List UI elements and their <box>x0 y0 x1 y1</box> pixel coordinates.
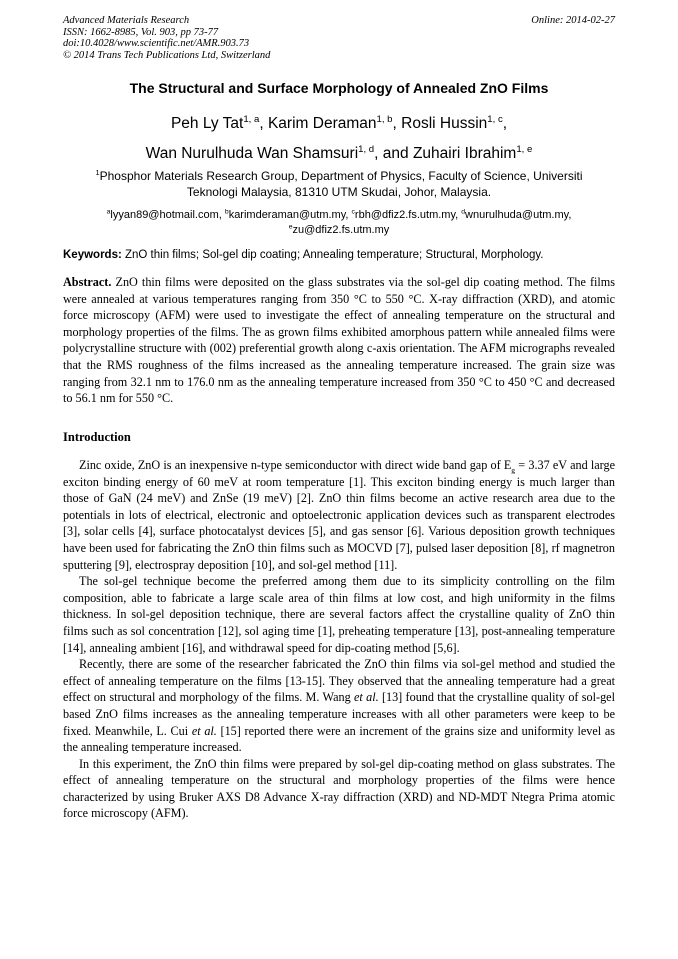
author-name: Peh Ly Tat <box>170 115 244 132</box>
author-name: Zuhairi Ibrahim <box>412 145 517 162</box>
journal-name: Advanced Materials Research <box>63 15 190 26</box>
introduction-body <box>63 457 615 822</box>
email-link[interactable]: lyyan89@hotmail.com, <box>110 209 222 221</box>
affiliation-line-2: Teknologi Malaysia, 81310 UTM Skudai, Johor, Malaysia. <box>186 185 492 199</box>
email-link[interactable]: karimderaman@utm.my, <box>228 209 349 221</box>
author-conjunction: and <box>382 145 409 162</box>
journal-copyright: © 2014 Trans Tech Publications Ltd, Switzerland <box>63 49 271 61</box>
keywords-text: ZnO thin films; Sol-gel dip coating; Annealing temperature; Structural, Morphology. <box>125 249 544 261</box>
author-superscript: 1, d <box>358 143 375 155</box>
author-line-2: Wan Nurulhuda Wan Shamsuri$^{1, d}$, and Zuhairi Ibrahim$^{1, e}$ <box>145 143 533 162</box>
author-superscript: 1, c <box>487 113 503 125</box>
author-name: Rosli Hussin <box>401 115 488 132</box>
author-superscript: 1, e <box>516 143 533 155</box>
affiliation-line-1: Phosphor Materials Research Group, Department of Physics, Faculty of Science, Universiti <box>99 169 583 183</box>
abstract-label: Abstract. <box>63 275 112 289</box>
email-link[interactable]: wnurulhuda@utm.my, <box>465 209 572 221</box>
author-line-1: Peh Ly Tat$^{1, a}$, Karim Deraman$^{1, b}$, Rosli Hussin$^{1, c}$, <box>170 113 508 132</box>
paragraph: The sol-gel technique become the preferred among them due to its simplicity controlling on the film composition, able to fabricate a large scale area of thin films at low cost, and high uniformity in the films thickness. In sol-gel deposition technique, there are several factors affect the crystalline quality of ZnO thin films such as sol concentration [12], sol aging time [1], preheating temperature [13], post-annealing temperature [14], annealing ambient [16], and withdrawal speed for dip-coating method [5,6]. <box>63 574 615 655</box>
paragraph: Recently, there are some of the researcher fabricated the ZnO thin films via sol-gel method and studied the effect of annealing temperature on the films [13-15]. They observed that the annealing temperature had a great effect on structural and morphology of the films. M. Wang et al. [13] found that the crystalline quality of sol-gel based ZnO films increases as the annealing temperature increases with all other parameters were keep to be fixed. Meanwhile, L. Cui et al. [15] reported there were an increment of the grains size and uniformity level as the annealing temperature increased. <box>63 657 616 755</box>
journal-doi: doi:10.4028/www.scientific.net/AMR.903.73 <box>63 38 250 49</box>
author-list <box>0 109 678 169</box>
online-date: Online: 2014-02-27 <box>531 15 615 26</box>
email-link[interactable]: zu@dfiz2.fs.utm.my <box>292 223 390 236</box>
email-link[interactable]: rbh@dfiz2.fs.utm.my, <box>354 209 459 221</box>
keywords-label: Keywords: <box>63 249 122 261</box>
paragraph: Zinc oxide, ZnO is an inexpensive n-type semiconductor with direct wide band gap of $E_g = 3.37$ eV and large exciton binding energy of 60 meV at room temperature [1]. This exciton binding energy is much larger than those of GaN (24 meV) and ZnSe (19 meV) [2]. ZnO thin films become an active research area due to the potentials in lots of electrical, electronic and optoelectronic application devices such as transparent electrodes [3], solar cells [4], surface photocatalyst devices [5], and gas sensor [6]. Various deposition growth techniques have been used for fabricating the ZnO thin films such as MOCVD [7], pulsed laser deposition [8], rf magnetron sputtering [9], electrospray deposition [10], and sol-gel method [11]. <box>63 458 615 572</box>
affiliation-superscript: 1 <box>95 168 100 177</box>
paper-title: The Structural and Surface Morphology of Annealed ZnO Films <box>129 80 549 96</box>
author-name: Wan Nurulhuda Wan Shamsuri <box>145 145 359 162</box>
keywords <box>63 249 615 261</box>
journal-issn: ISSN: 1662-8985, Vol. 903, pp 73-77 <box>63 26 219 38</box>
author-name: Karim Deraman <box>267 115 377 132</box>
section-heading-introduction: Introduction <box>63 430 131 444</box>
paragraph: In this experiment, the ZnO thin films were prepared by sol-gel dip-coating method on glass substrates. The effect of annealing temperature on the structural and morphology properties of the films were hence characterized by using Bruker AXS D8 Advance X-ray diffraction (XRD) and ND-MDT Ntegra Prima atomic force microscopy (AFM). <box>63 756 615 821</box>
author-emails: $^a$lyyan89@hotmail.com, $^b$karimderaman@utm.my, $^c$rbh@dfiz2.fs.utm.my, $^d$wnurulhuda@utm.my, $^e$zu@dfiz2.fs.utm.my <box>106 208 572 236</box>
affiliation <box>0 168 678 200</box>
abstract-text: ZnO thin films were deposited on the glass substrates via the sol-gel dip coating method. The films were annealed at various temperatures ranging from 350 °C to 550 °C. X-ray diffraction (XRD), and atomic force microscopy (AFM) were used to investigate the effect of annealing temperature on the structural and morphology properties of the films. The as grown films exhibited amorphous pattern while annealed films were polycrystalline structure with (002) preferential growth along c-axis orientation. The AFM micrographs revealed that the RMS roughness of the films increased as the annealing temperature increased. The grain size was ranging from 32.1 nm to 176.0 nm as the annealing temperature increased from 350 °C to 450 °C and decreased to 56.1 nm for 550 °C. <box>63 275 615 406</box>
journal-header <box>63 15 615 61</box>
abstract <box>63 274 615 407</box>
author-superscript: 1, b <box>376 113 393 125</box>
author-superscript: 1, a <box>243 113 260 125</box>
